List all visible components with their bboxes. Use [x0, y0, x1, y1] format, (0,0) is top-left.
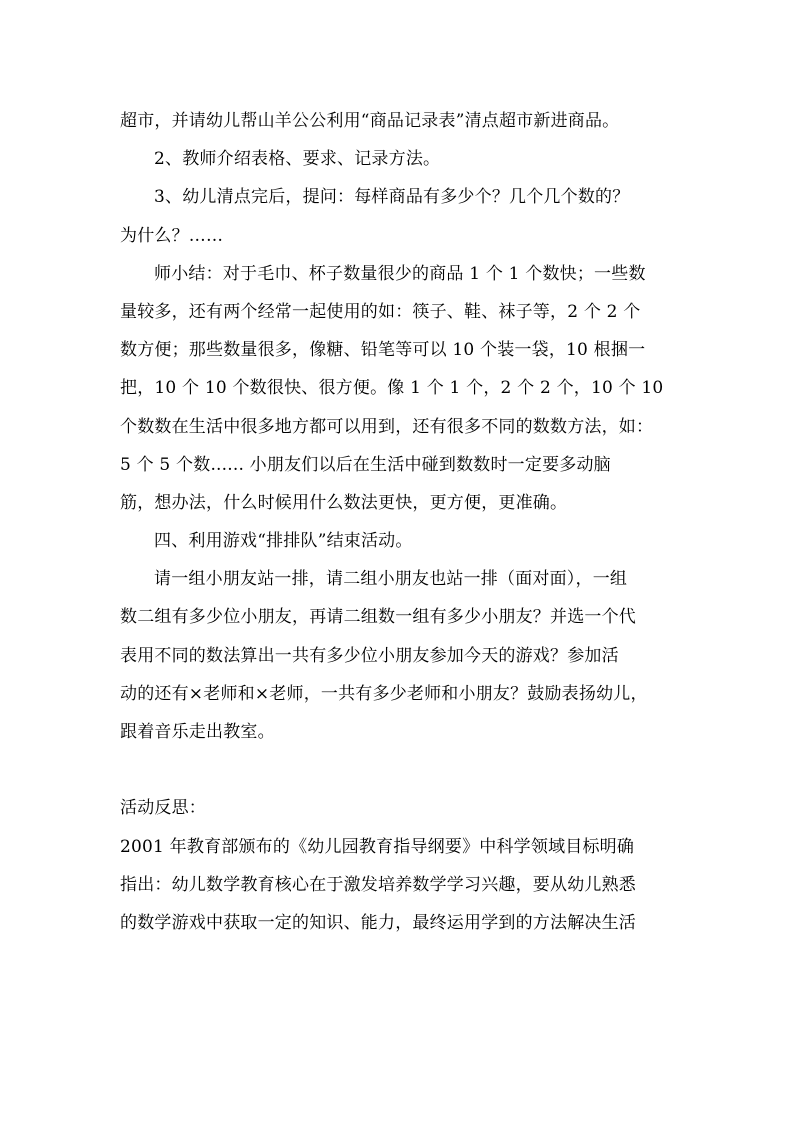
text-line: 5 个 5 个数...... 小朋友们以后在生活中碰到数数时一定要多动脑: [120, 454, 611, 475]
text-line: 师小结：对于毛巾、杯子数量很少的商品 1 个 1 个数快；一些数: [154, 263, 646, 284]
text-line: 四、利用游戏“排排队”结束活动。: [154, 531, 413, 552]
text-line: 表用不同的数法算出一共有多少位小朋友参加今天的游戏？参加活: [120, 645, 619, 666]
text-line: 指出：幼儿数学教育核心在于激发培养数学学习兴趣，要从幼儿熟悉: [120, 874, 636, 895]
text-line: 的数学游戏中获取一定的知识、能力，最终运用学到的方法解决生活: [120, 912, 636, 933]
text-line: 把，10 个 10 个数很快、很方便。像 1 个 1 个，2 个 2 个，10 个 10: [120, 378, 664, 399]
text-line: 跟着音乐走出教室。: [120, 722, 275, 742]
text-line: 2001 年教育部颁布的《幼儿园教育指导纲要》中科学领域目标明确: [120, 836, 635, 857]
text-line: 3、幼儿清点完后，提问：每样商品有多少个？几个几个数的？: [154, 187, 630, 208]
text-line: 量较多，还有两个经常一起使用的如：筷子、鞋、袜子等，2 个 2 个: [120, 301, 641, 322]
text-line: 2、教师介绍表格、要求、记录方法。: [154, 149, 441, 170]
text-line: 为什么？……: [120, 225, 224, 246]
text-line: 个数数在生活中很多地方都可以用到，还有很多不同的数数方法，如：: [120, 416, 654, 437]
document-body: [120, 102, 680, 942]
text-line: 数方便；那些数量很多，像糖、铅笔等可以 10 个装一袋，10 根捆一: [120, 340, 646, 361]
text-line: 筋，想办法，什么时候用什么数法更快，更方便，更准确。: [120, 492, 568, 513]
section-heading: 活动反思：: [120, 798, 206, 819]
text-line: 超市，并请幼儿帮山羊公公利用“商品记录表”清点超市新进商品。: [120, 111, 620, 131]
text-line: 数二组有多少位小朋友，再请二组数一组有多少小朋友？并选一个代: [120, 607, 636, 628]
text-line: 请一组小朋友站一排，请二组小朋友也站一排（面对面），一组: [154, 569, 628, 590]
text-line: 动的还有×老师和×老师，一共有多少老师和小朋友？鼓励表扬幼儿，: [120, 683, 648, 704]
paragraph-gap: [120, 751, 680, 789]
